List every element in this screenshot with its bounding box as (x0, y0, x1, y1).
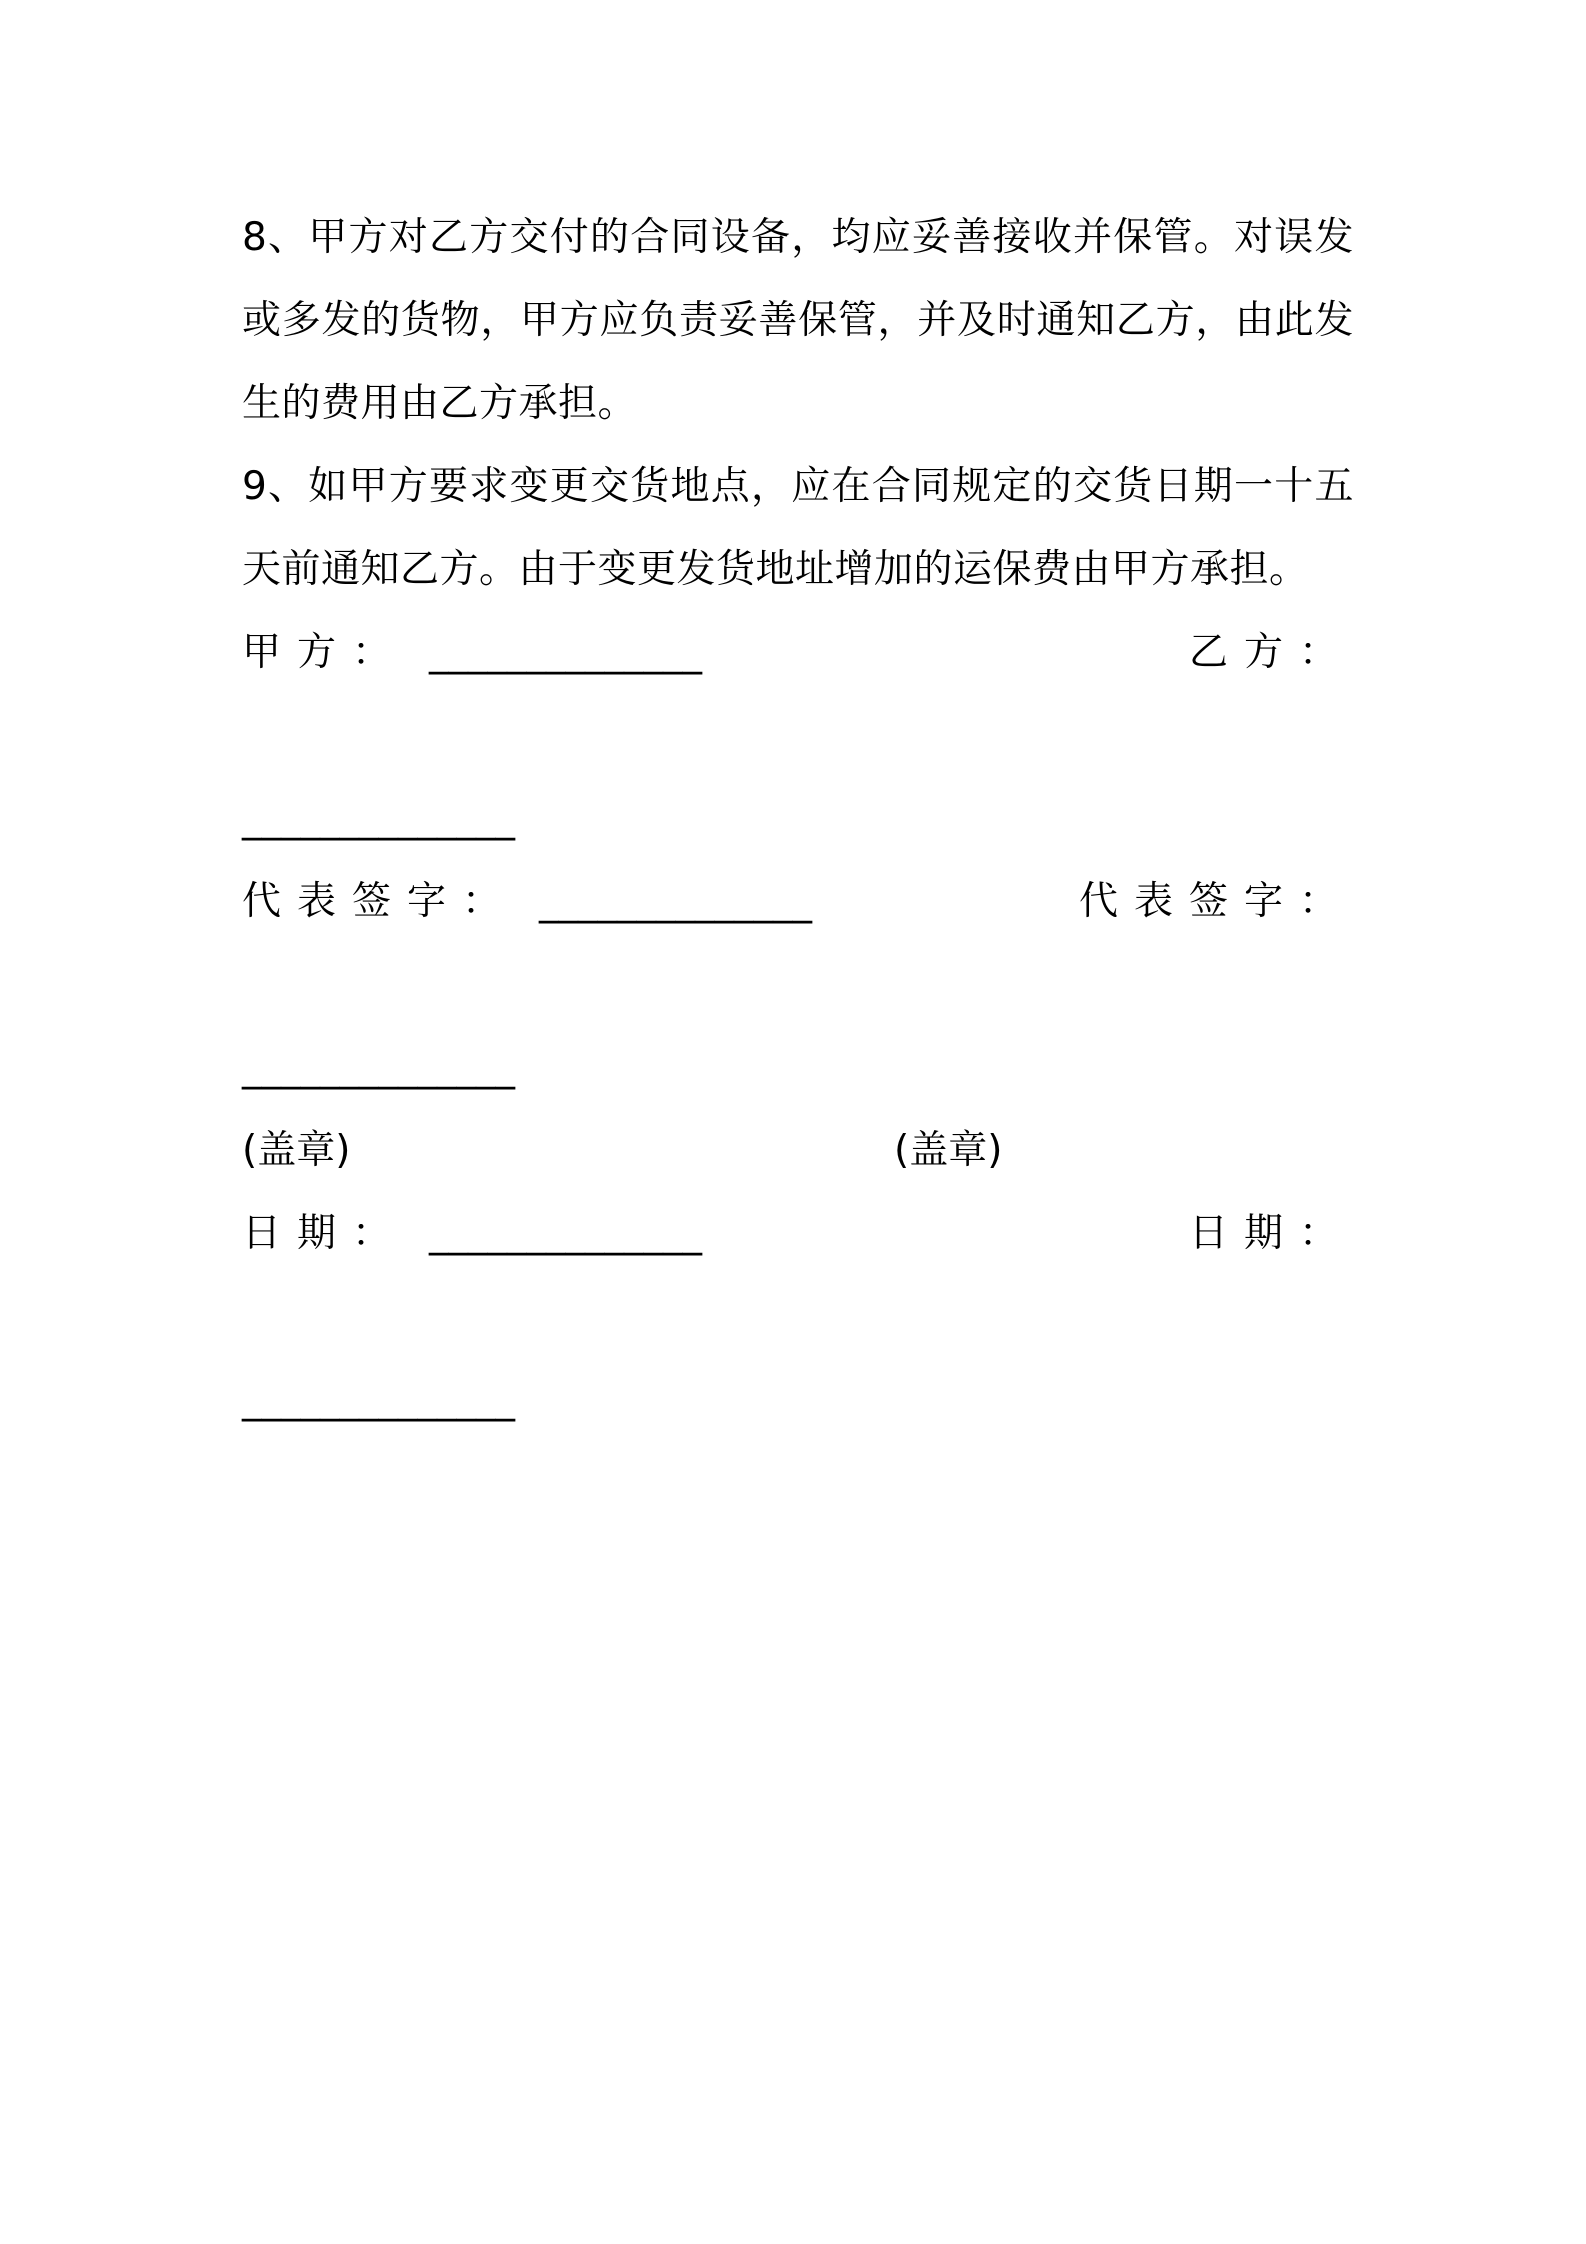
rep-sign-a-group (242, 860, 812, 943)
clause-9: 9、如甲方要求变更交货地点，应在合同规定的交货日期一十五天前通知乙方。由于变更发货地址增加的运保费由甲方承担。 (242, 464, 1354, 592)
date-b-label: 日期： (1188, 1211, 1354, 1256)
date-a-group (242, 1192, 702, 1275)
rep-sign-b-label: 代表签字： (1078, 879, 1354, 924)
party-b-blank: ______________ (242, 796, 515, 841)
rep-sign-a-blank: ______________ (539, 879, 813, 924)
party-a-group (242, 611, 702, 694)
date-b-blank-row (242, 1358, 1354, 1441)
document-content (242, 196, 1354, 1441)
layout-gap (242, 943, 1354, 1026)
layout-gap (242, 694, 1354, 777)
party-a-label: 甲方： (242, 630, 408, 675)
rep-sign-row (242, 860, 1354, 943)
rep-sign-a-label: 代表签字： (242, 879, 518, 924)
seal-b: (盖章) (894, 1128, 1003, 1173)
date-b-blank: ______________ (242, 1377, 515, 1422)
rep-sign-b-blank-row (242, 1026, 1354, 1109)
layout-gap (242, 1275, 1354, 1358)
clause-8: 8、甲方对乙方交付的合同设备，均应妥善接收并保管。对误发或多发的货物，甲方应负责妥善保管，并及时通知乙方，由此发生的费用由乙方承担。 (242, 215, 1354, 426)
party-row (242, 611, 1354, 694)
party-b-label: 乙方： (1188, 630, 1354, 675)
seal-row (242, 1109, 1354, 1192)
date-a-blank: ______________ (429, 1211, 703, 1256)
seal-a: (盖章) (242, 1128, 351, 1173)
date-a-label: 日期： (242, 1211, 408, 1256)
rep-sign-b-blank: ______________ (242, 1045, 515, 1090)
party-a-blank: ______________ (429, 630, 703, 675)
party-b-blank-row (242, 777, 1354, 860)
date-row (242, 1192, 1354, 1275)
